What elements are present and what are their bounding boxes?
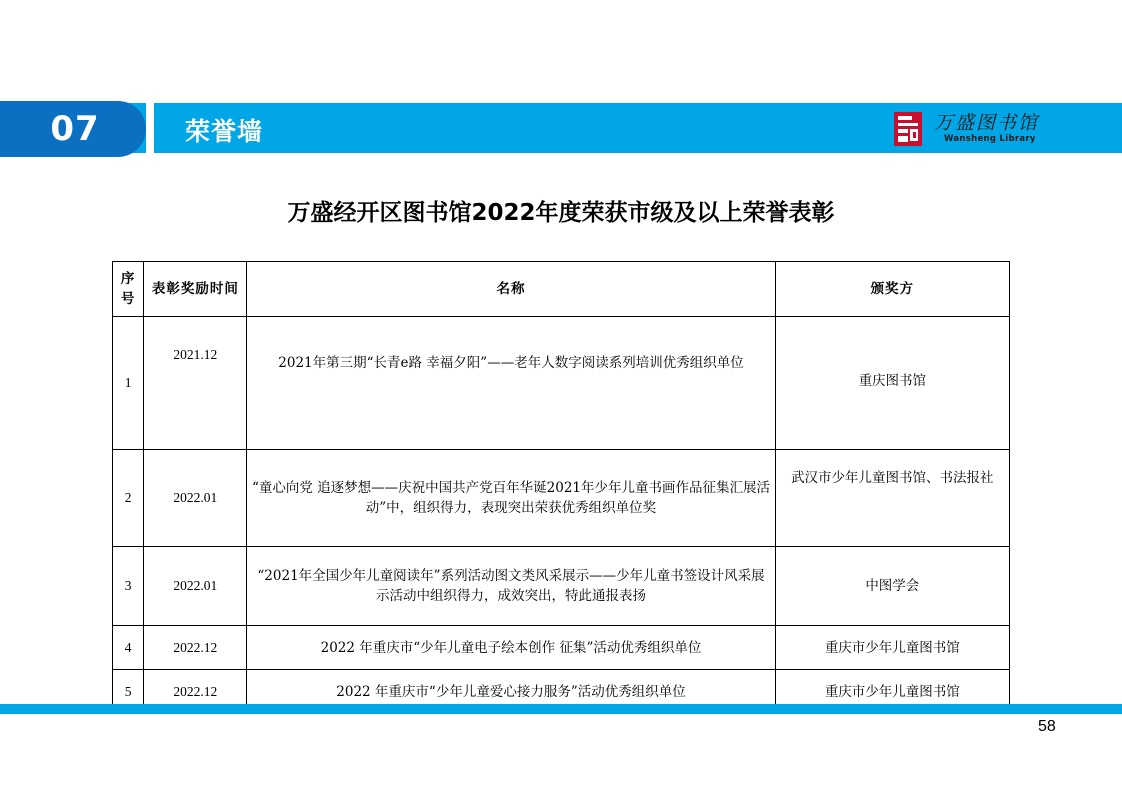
cell-no: 3 — [113, 547, 144, 626]
section-title: 荣誉墙 — [185, 117, 264, 146]
footer-band — [0, 704, 1122, 714]
page-number: 58 — [1038, 718, 1056, 735]
cell-no: 5 — [113, 670, 144, 714]
cell-org: 中图学会 — [775, 547, 1009, 626]
header-org: 颁奖方 — [775, 262, 1009, 317]
logo-name-cn: 万盛图书馆 — [934, 112, 1040, 134]
cell-date: 2022.01 — [144, 450, 247, 547]
cell-name: 2021年第三期“长青e路 幸福夕阳”——老年人数字阅读系列培训优秀组织单位 — [247, 317, 775, 450]
page-title: 万盛经开区图书馆2022年度荣获市级及以上荣誉表彰 — [287, 200, 835, 226]
cell-org: 重庆图书馆 — [775, 317, 1009, 450]
honors-table — [112, 261, 1010, 714]
header-date: 表彰奖励时间 — [144, 262, 247, 317]
cell-date: 2022.01 — [144, 547, 247, 626]
cell-no: 1 — [113, 317, 144, 450]
header-no: 序号 — [113, 262, 144, 317]
cell-date: 2022.12 — [144, 626, 247, 670]
library-logo — [890, 108, 1040, 148]
table-header-row — [113, 262, 1010, 317]
cell-name: “2021年全国少年儿童阅读年”系列活动图文类风采展示——少年儿童书签设计风采展示活动中组织得力，成效突出，特此通报表扬 — [247, 547, 775, 626]
library-seal-icon — [893, 111, 923, 147]
table-row — [113, 547, 1010, 626]
cell-date: 2022.12 — [144, 670, 247, 714]
cell-date: 2021.12 — [144, 317, 247, 450]
header-name: 名称 — [247, 262, 775, 317]
cell-no: 2 — [113, 450, 144, 547]
cell-name: 2022 年重庆市“少年儿童爱心接力服务”活动优秀组织单位 — [247, 670, 775, 714]
badge-separator — [146, 101, 154, 157]
cell-org: 武汉市少年儿童图书馆、书法报社 — [775, 450, 1009, 547]
cell-name: “童心向党 追逐梦想——庆祝中国共产党百年华诞2021年少年儿童书画作品征集汇展活动”中，组织得力，表现突出荣获优秀组织单位奖 — [247, 450, 775, 547]
table-row — [113, 450, 1010, 547]
table-row — [113, 317, 1010, 450]
cell-no: 4 — [113, 626, 144, 670]
logo-name-en: Wansheng Library — [944, 134, 1036, 144]
chapter-number: 07 — [50, 109, 100, 149]
cell-name: 2022 年重庆市“少年儿童电子绘本创作 征集”活动优秀组织单位 — [247, 626, 775, 670]
table-row — [113, 626, 1010, 670]
cell-org: 重庆市少年儿童图书馆 — [775, 626, 1009, 670]
cell-org: 重庆市少年儿童图书馆 — [775, 670, 1009, 714]
chapter-badge — [0, 101, 146, 157]
